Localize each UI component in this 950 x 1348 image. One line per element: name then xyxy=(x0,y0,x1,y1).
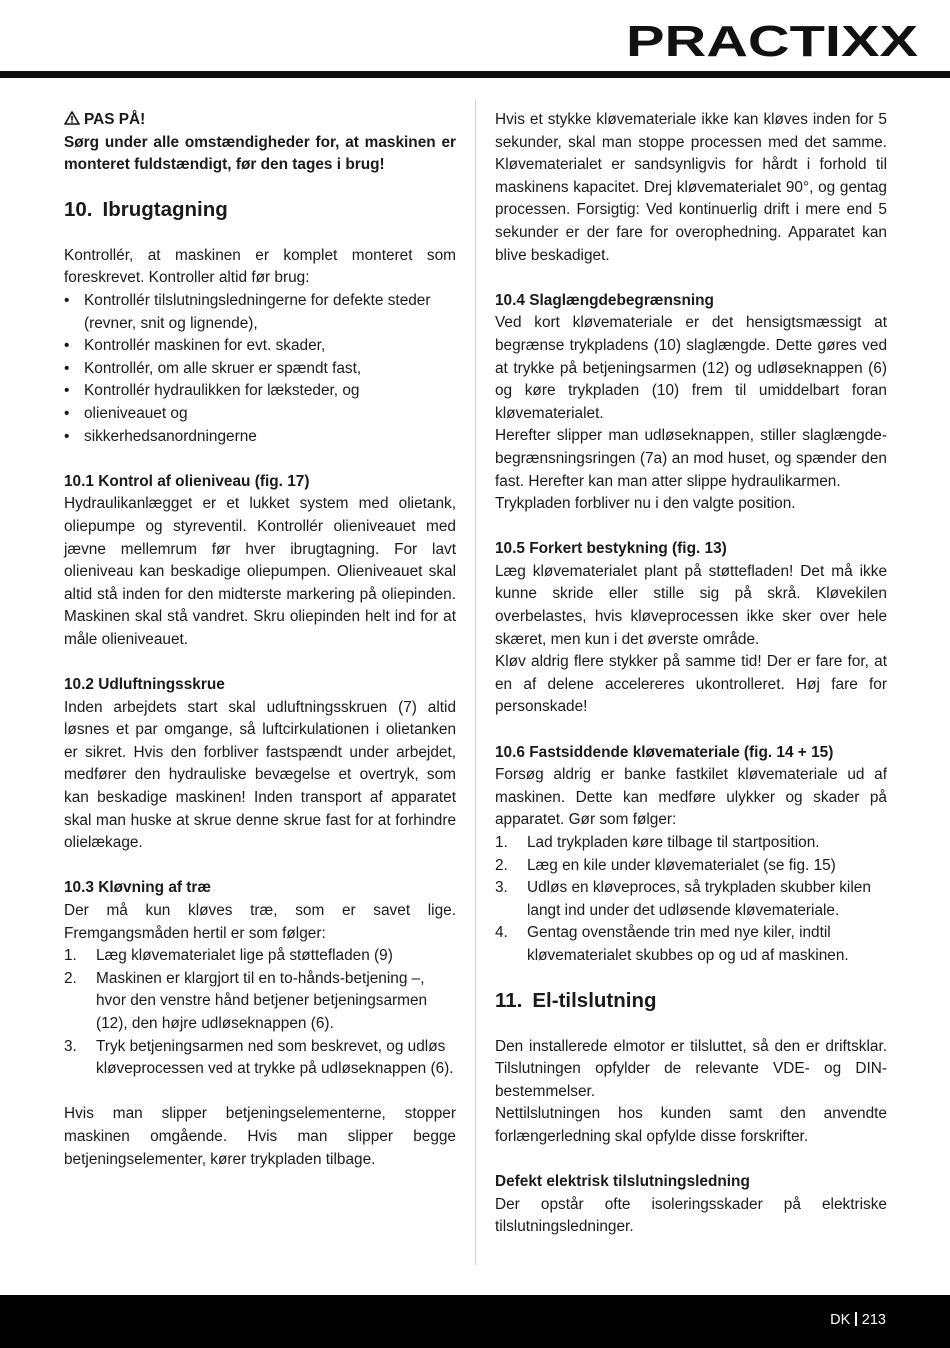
left-column xyxy=(64,109,456,1171)
list-item: • olieniveauet og xyxy=(64,404,188,422)
section-10-2-heading: 10.2 Udluftningsskrue xyxy=(64,676,225,694)
list-item: • Kontrollér tilslutningsledningerne for defekte steder (revner, snit og lignende), xyxy=(64,291,431,332)
warning-text: Sørg under alle omstændigheder for, at maskinen er monteret fuldstændigt, før den tages i brug! xyxy=(64,133,456,174)
svg-text:PRACTIXX: PRACTIXX xyxy=(626,17,918,66)
list-item: • sikkerhedsanordningerne xyxy=(64,427,257,445)
continued-text: Hvis et stykke kløvemateriale ikke kan kløves inden for 5 sekunder, skal man stoppe processen med det samme. Kløvematerialet er sandsynligvis for hårdt i forhold til maskinens kapacitet. Drej kløvematerialet 90°, og gentag processen. Forsigtig: Ved kontinuerlig drift i mere end 5 sekunder er der fare for overophedning. Apparatet kan blive beskadiget. xyxy=(495,111,887,264)
warning-heading xyxy=(64,109,456,132)
section-10-6-heading: 10.6 Fastsiddende kløvemateriale (fig. 14 + 15) xyxy=(495,743,834,761)
section-10-3-heading: 10.3 Kløvning af træ xyxy=(64,879,212,897)
section-10-intro: Kontrollér, at maskinen er komplet monteret som foreskrevet. Kontroller altid før brug: xyxy=(64,246,456,287)
section-10-5-heading: 10.5 Forkert bestykning (fig. 13) xyxy=(495,540,727,558)
section-10-3-outro: Hvis man slipper betjeningselementerne, stopper maskinen omgående. Hvis man slipper begge betjeningselementer, kører trykpladen tilbage. xyxy=(64,1105,456,1168)
section-11-heading: 11. El-tilslutning xyxy=(495,988,657,1012)
warning-title: PAS PÅ! xyxy=(84,111,146,128)
section-11-p2: Nettilslutningen hos kunden samt den anvendte forlængerledning skal opfylde disse forskrifter. xyxy=(495,1105,887,1145)
section-10-heading: 10. Ibrugtagning xyxy=(64,197,228,221)
section-10-2-text: Inden arbejdets start skal udluftningsskruen (7) altid løsnes et par omgange, så luftcirkulationen i olietanken er sikret. Hvis den forbliver fastspændt under arbejdet, medfører den hydrauliske bevægelse et overtryk, som kan beskadige maskinen! Inden transport af apparatet skal man huske at skrue denne skrue fast for at forhindre olielækage. xyxy=(64,698,456,852)
section-10-5-p1: Læg kløvematerialet plant på støttefladen! Det må ikke kunne skride eller stille sig på skrå. Kløvekilen overbelastes, hvis kløveprocessen ikke sker over hele skæret, men kun i det øverste område. xyxy=(495,562,887,648)
section-10-6-intro: Forsøg aldrig er banke fastkilet kløvemateriale ud af maskinen. Dette kan medføre ulykker og skader på apparatet. Gør som følger: xyxy=(495,766,887,829)
section-10-1-text: Hydraulikanlægget er et lukket system med olietank, oliepumpe og styreventil. Kontrollér olieniveauet med jævne mellemrum før hver ibrugtagning. For lavt olieniveau kan beskadige oliepumpen. Olieniveauet skal altid stå inden for den midterste markering på oliepinden. Maskinen skal stå vandret. Skru oliepinden helt ind for at måle olieniveauet. xyxy=(64,495,456,648)
page-number xyxy=(830,1311,886,1329)
language-code: DK xyxy=(830,1312,851,1328)
column-divider xyxy=(475,100,476,1265)
list-item: 3. Udløs en kløveproces, så trykpladen skubber kilen langt ind under det udløsende kløvemateriale. xyxy=(495,879,871,919)
section-10-4-p2: Herefter slipper man udløseknappen, stiller slaglængde-begrænsningsringen (7a) an mod huset, og spænder den fast. Herefter kan man atter slippe hydraulikarmen. xyxy=(495,427,887,490)
section-10-3-intro: Der må kun kløves træ, som er savet lige. Fremgangsmåden hertil er som følger: xyxy=(64,902,456,942)
splitting-steps xyxy=(64,945,456,1081)
list-item: 4. Gentag ovenstående trin med nye kiler, indtil kløvematerialet skubbes op og ud af maskinen. xyxy=(495,924,849,964)
section-10-4-p1: Ved kort kløvemateriale er det hensigtsmæssigt at begrænse trykpladens (10) slaglængde. Dette gøres ved at trykke på betjeningsarmen (12) og udløseknappen (6) og køre trykpladen (10) frem til umiddelbart foran kløvematerialet. xyxy=(495,314,887,422)
list-item: 3. Tryk betjeningsarmen ned som beskrevet, og udløs kløveprocessen ved at trykke på udløseknappen (6). xyxy=(64,1037,454,1078)
list-item: • Kontrollér, om alle skruer er spændt fast, xyxy=(64,359,362,377)
list-item: • Kontrollér hydraulikken for læksteder, og xyxy=(64,382,360,400)
practixx-logo xyxy=(626,12,922,70)
page-number-value: 213 xyxy=(861,1312,886,1328)
section-11-p1: Den installerede elmotor er tilsluttet, så den er driftsklar. Tilslutningen opfylder de relevante VDE- og DIN-bestemmelser. xyxy=(495,1037,887,1100)
section-10-1-heading: 10.1 Kontrol af olieniveau (fig. 17) xyxy=(64,472,310,490)
section-10-4-heading: 10.4 Slaglængdebegrænsning xyxy=(495,291,714,309)
header-rule xyxy=(0,71,950,78)
separator xyxy=(855,1312,857,1326)
list-item: 2. Maskinen er klargjort til en to-hånds-betjening –, hvor den venstre hånd betjener betjeningsarmen (12), den højre udløseknappen (6). xyxy=(64,969,428,1032)
stuck-wood-steps xyxy=(495,832,887,968)
section-10-4-p3: Trykpladen forbliver nu i den valgte position. xyxy=(495,495,796,513)
list-item: 1. Læg kløvematerialet lige på støttefladen (9) xyxy=(64,947,393,965)
list-item: • Kontrollér maskinen for evt. skader, xyxy=(64,337,326,355)
list-item: 1. Lad trykpladen køre tilbage til startposition. xyxy=(495,834,820,851)
list-item: 2. Læg en kile under kløvematerialet (se fig. 15) xyxy=(495,856,836,874)
section-10-5-p2: Kløv aldrig flere stykker på samme tid! Der er fare for, at en af delene accelereres ukontrolleret. Høj fare for personskade! xyxy=(495,653,887,716)
check-list xyxy=(64,290,456,448)
warning-triangle-icon xyxy=(64,111,80,125)
defect-cable-heading: Defekt elektrisk tilslutningsledning xyxy=(495,1173,750,1191)
defect-cable-text: Der opstår ofte isoleringsskader på elektriske tilslutningsledninger. xyxy=(495,1195,887,1236)
footer-bar xyxy=(0,1295,950,1348)
right-column xyxy=(495,109,887,1239)
